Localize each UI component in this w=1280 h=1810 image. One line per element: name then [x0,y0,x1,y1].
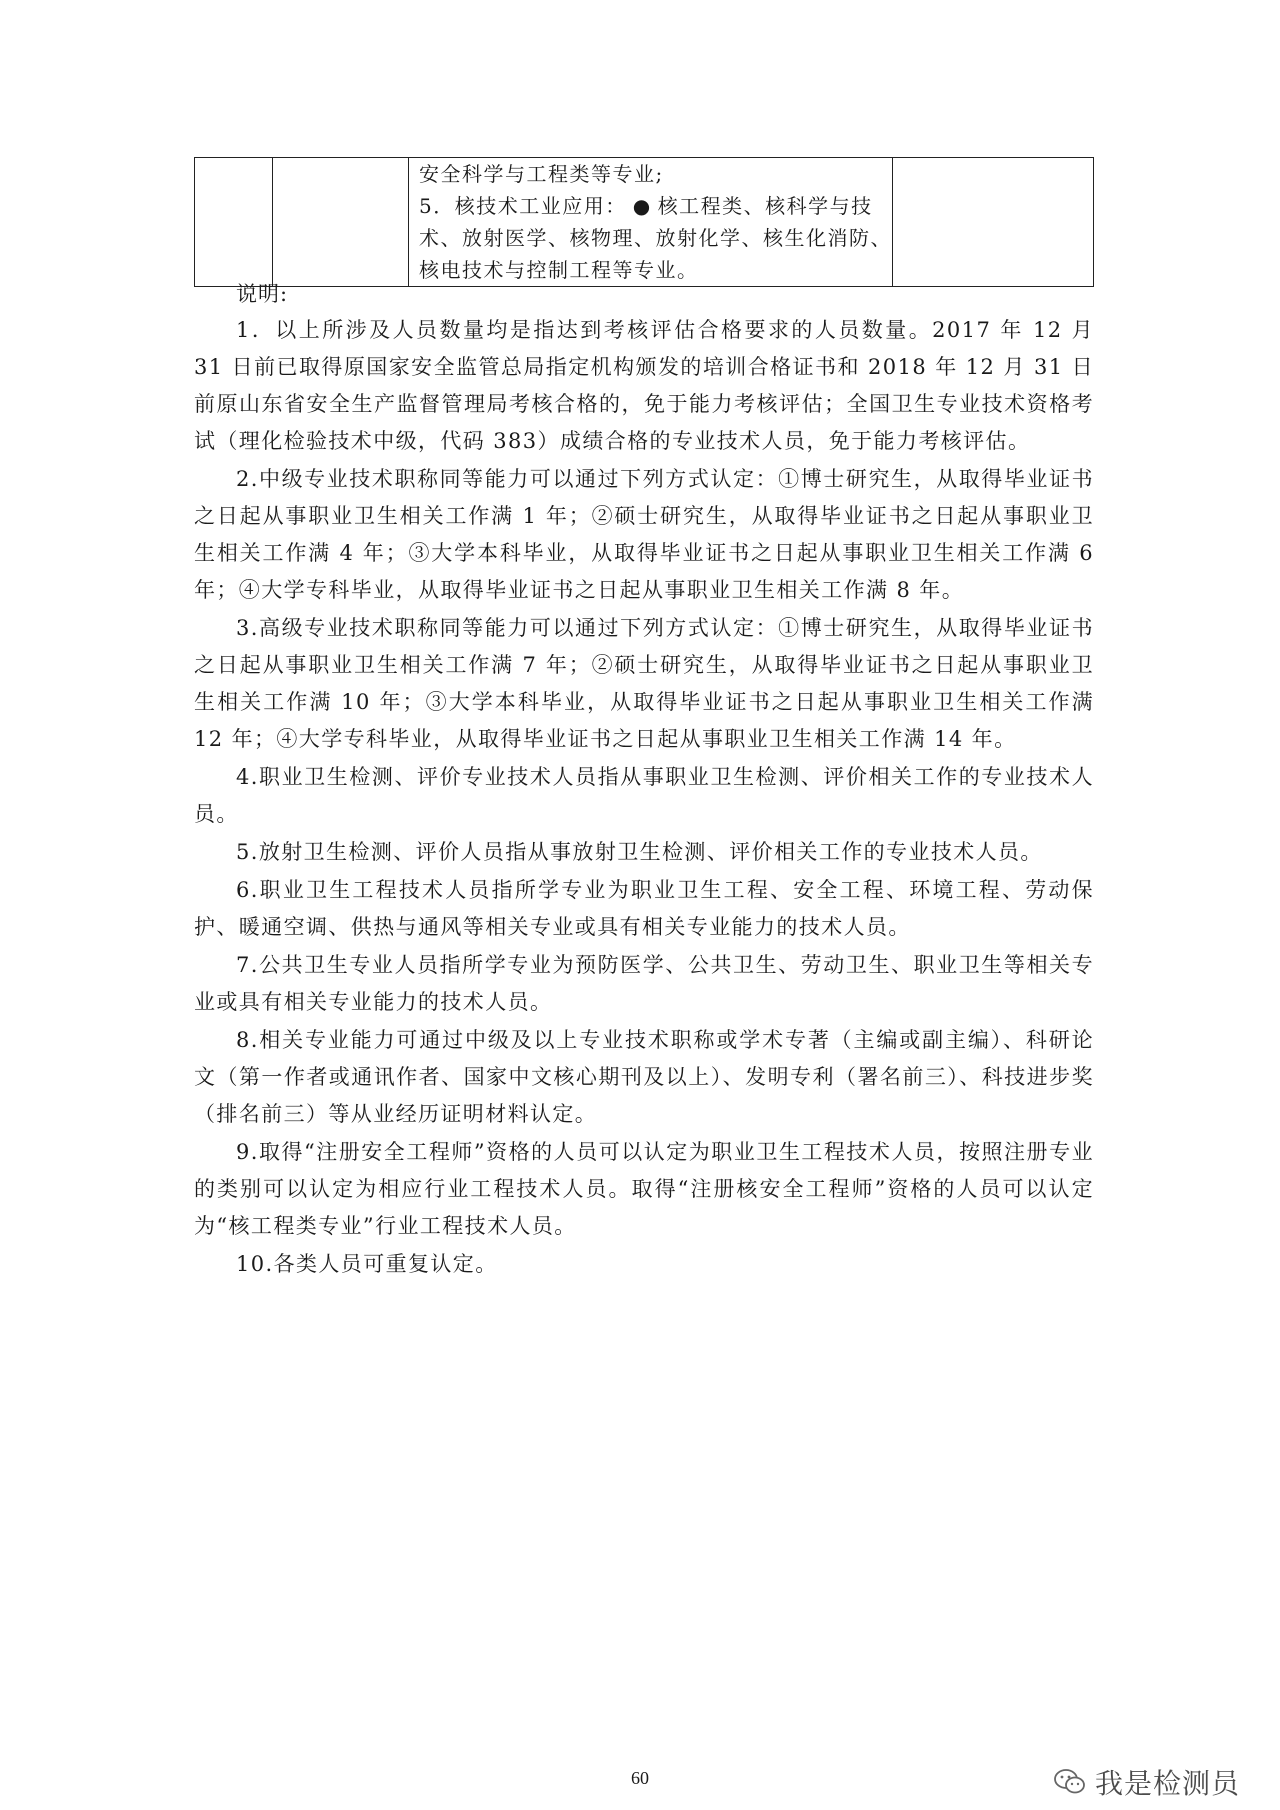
table-continuation [194,157,1094,287]
note-item: 4.职业卫生检测、评价专业技术人员指从事职业卫生检测、评价相关工作的专业技术人员。 [194,765,1094,826]
major-line-suffix: 核工程类、核科学与技 [657,194,873,218]
table-cell-empty [195,158,273,287]
note-item: 2.中级专业技术职称同等能力可以通过下列方式认定：①博士研究生，从取得毕业证书之日起从事职业卫生相关工作满 1 年；②硕士研究生，从取得毕业证书之日起从事职业卫生相关工作满 4 年；③大学本科毕业，从取得毕业证书之日起从事职业卫生相关工作满 6 年；④大学专科毕业，从取得毕业证书之日起从事职业卫生相关工作满 8 年。 [194,467,1094,602]
note-item: 7.公共卫生专业人员指所学专业为预防医学、公共卫生、劳动卫生、职业卫生等相关专业或具有相关专业能力的技术人员。 [194,953,1094,1014]
table-cell-empty [273,158,409,287]
notes-section [194,276,1094,1284]
major-line: 安全科学与工程类等专业; [419,162,664,186]
note-item: 8.相关专业能力可通过中级及以上专业技术职称或学术专著（主编或副主编）、科研论文（第一作者或通讯作者、国家中文核心期刊及以上）、发明专利（署名前三）、科技进步奖（排名前三）等从业经历证明材料认定。 [194,1028,1094,1126]
major-line: 核电技术与控制工程等专业。 [419,258,699,282]
table-row [195,158,1094,287]
major-line-prefix: 5．核技术工业应用： [419,194,627,218]
note-item: 3.高级专业技术职称同等能力可以通过下列方式认定：①博士研究生，从取得毕业证书之日起从事职业卫生相关工作满 7 年；②硕士研究生，从取得毕业证书之日起从事职业卫生相关工作满 10 年；③大学本科毕业，从取得毕业证书之日起从事职业卫生相关工作满 12 年；④大学专科毕业，从取得毕业证书之日起从事职业卫生相关工作满 14 年。 [194,616,1094,751]
notes-heading: 说明: [236,282,289,306]
wechat-icon [1053,1767,1087,1797]
note-item: 10.各类人员可重复认定。 [236,1252,498,1276]
page-number: 60 [631,1768,649,1788]
note-item: 1．以上所涉及人员数量均是指达到考核评估合格要求的人员数量。2017 年 12 月 31 日前已取得原国家安全监管总局指定机构颁发的培训合格证书和 2018 年 12 月 31 日前原山东省安全生产监督管理局考核合格的，免于能力考核评估；全国卫生专业技术资格考试（理化检验技术中级，代码 383）成绩合格的专业技术人员，免于能力考核评估。 [194,318,1094,453]
table-cell-majors [409,158,893,287]
note-item: 9.取得“注册安全工程师”资格的人员可以认定为职业卫生工程技术人员，按照注册专业的类别可以认定为相应行业工程技术人员。取得“注册核安全工程师”资格的人员可以认定为“核工程类专业”行业工程技术人员。 [194,1140,1094,1238]
note-item: 6.职业卫生工程技术人员指所学专业为职业卫生工程、安全工程、环境工程、劳动保护、暖通空调、供热与通风等相关专业或具有相关专业能力的技术人员。 [194,878,1094,939]
major-line: 术、放射医学、核物理、放射化学、核生化消防、 [419,226,892,250]
note-item: 5.放射卫生检测、评价人员指从事放射卫生检测、评价相关工作的专业技术人员。 [236,840,1043,864]
table-cell-empty [893,158,1094,287]
major-line [419,190,886,222]
watermark-text: 我是检测员 [1094,1767,1240,1800]
bullet-icon: ● [632,194,652,218]
watermark [1053,1762,1240,1802]
